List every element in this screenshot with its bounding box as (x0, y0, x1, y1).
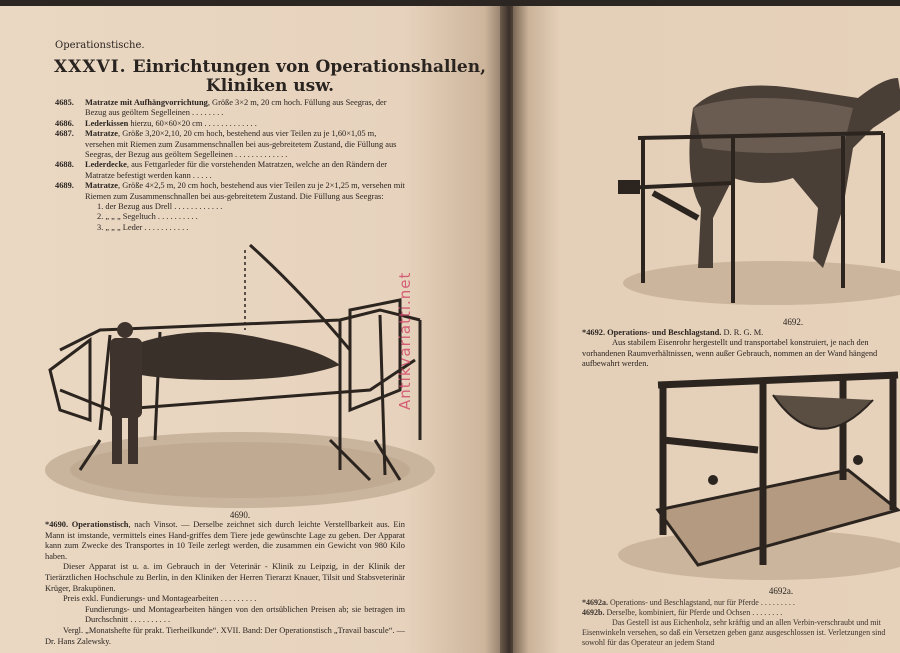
figure-horse-stand (613, 68, 900, 308)
scan-edge (0, 0, 900, 6)
entry-name: Lederkissen (85, 118, 129, 128)
entry-description: hierzu, 60×60×20 cm . . . . . . . . . . . . . (128, 118, 257, 128)
entry-number: 4687. (55, 129, 74, 139)
item-description: Operations- und Beschlagstand, nur für Pferde . . . . . . . . . (610, 598, 795, 607)
item-name: Operationstisch (71, 520, 129, 529)
title-line2: Kliniken usw. (205, 76, 335, 96)
entry-name: Matratze mit Aufhängvorrichtung (85, 98, 208, 107)
figure-caption: 4692. (782, 317, 804, 327)
sub-entry: 3. „ „ „ Leder . . . . . . . . . . . (97, 222, 189, 232)
item-description: Aus stabilem Eisenrohr hergestellt und transportabel konstruiert, je nach den vorhandenen Raumverhältnissen, wenn außer Gebrauch, nommen an der Wand hängend aufbewahrt werden. (582, 338, 878, 369)
item-line (582, 608, 900, 618)
entry-name: Matratze (85, 129, 119, 139)
entry-text (85, 129, 405, 160)
entry-name: Lederdecke (85, 160, 127, 170)
right-bottom-text (582, 598, 900, 648)
running-head: Operationstische. (55, 40, 145, 51)
entry-name: Matratze (85, 181, 119, 191)
figure-caption: 4690. (229, 510, 251, 520)
body-paragraph (45, 520, 405, 562)
item-description: , nach Vinsot. — Derselbe zeichnet sich durch leichte Verstellbarkeit aus. Ein Mann ist imstande, vermittels eines Hand-griffes dem Tiere jede gewünschte Lage zu geben. Der Apparat kann zum Zwecke des Transportes in 10 Teile zerlegt werden, die zusammen ein Gewicht von 980 Kilo haben. (45, 520, 405, 561)
entry-description: , aus Fettgarleder für die vorstehenden Matratzen, welche an den Rändern der Matratze befestigt werden kann . . . . . (85, 160, 388, 180)
catalog-entry (55, 98, 405, 119)
entry-text (85, 98, 405, 119)
entry-number: 4688. (55, 160, 74, 170)
entry-number: 4686. (55, 118, 74, 128)
catalog-entry (55, 119, 405, 129)
figure-caption: 4692a. (768, 586, 794, 596)
section-title (50, 58, 490, 96)
body-paragraph: Fundierungs- und Montagearbeiten hängen von den ortsüblichen Preisen ab; sie betragen im Durchschnitt . . . . . . . . . . (85, 604, 405, 625)
catalog-entries (55, 98, 405, 233)
entry-text (85, 160, 405, 181)
sub-entry: 1. der Bezug aus Drell . . . . . . . . . . . . (97, 202, 223, 212)
watermark: Antikvariatti.net (396, 271, 414, 410)
body-paragraph: Dieser Apparat ist u. a. im Gebrauch in der Veterinär - Klinik zu Leipzig, in der Klinik der Tierärztlichen Hochschule zu Berlin, in den Kliniken der Herren Tierarzt Knauer, Tilsit und Stabsveterinär Krüger, Brakupönen. (45, 562, 405, 593)
entry-text (85, 119, 405, 129)
item-number: 4692b. (582, 608, 605, 617)
item-number: *4690. (45, 520, 69, 529)
figure-operating-table (40, 240, 440, 512)
figure-wooden-stand (618, 370, 900, 585)
entry-number: 4689. (55, 181, 74, 191)
catalog-entry (55, 181, 405, 202)
item-number: *4692a. (582, 598, 608, 607)
body-paragraph: Vergl. „Monatshefte für prakt. Tierheilkunde“. XVII. Band: Der Operationstisch „Travail bascule“. — Dr. Hans Zalewsky. (45, 625, 405, 646)
entry-description: , Größe 3,20×2,10, 20 cm hoch, bestehend aus vier Teilen zu je 1,60×1,05 m, versehen mit Riemen zum Zusammenschnallen bei aus-gebreitetem Zustand, die Füllung aus Seegras, der Bezug aus geöltem Segelleinen . . . . . . . . . . . . . (85, 129, 397, 160)
item-description: Derselbe, kombiniert, für Pferde und Ochsen . . . . . . . . (606, 608, 783, 617)
wooden-stand-illustration (618, 370, 900, 585)
item-line (582, 598, 900, 608)
patent-mark: D. R. G. M. (723, 328, 764, 337)
catalog-entry (55, 129, 405, 160)
sub-entry: 2. „ „ „ Segeltuch . . . . . . . . . . (97, 212, 198, 222)
entry-number: 4685. (55, 98, 74, 107)
item-name: Operations- und Beschlagstand. (607, 328, 722, 337)
right-page (513, 0, 900, 653)
body-text (45, 520, 405, 647)
right-description (582, 328, 900, 370)
operating-table-illustration (40, 240, 440, 512)
item-description: Das Gestell ist aus Eichenholz, sehr kräftig und an allen Verbin-verschraubt und mit Eisenwinkeln versehen, so daß ein Versetzen geben ganz ausgeschlossen ist. Verletzungen sind sowohl für das Operateur an jedem Stand (582, 618, 886, 647)
section-number: XXXVI. (53, 57, 127, 77)
item-heading (582, 328, 900, 338)
catalog-entry (55, 160, 405, 181)
horse-stand-illustration (613, 68, 900, 308)
entry-text (85, 181, 405, 202)
body-paragraph: Preis exkl. Fundierungs- und Montagearbeiten . . . . . . . . . (63, 594, 257, 604)
entry-description: , Größe 3×2 m, 20 cm hoch. Füllung aus Seegras, der Bezug aus geöltem Segelleinen . . . . . . . . (85, 98, 387, 118)
item-number: *4692. (582, 328, 606, 337)
entry-description: , Größe 4×2,5 m, 20 cm hoch, bestehend aus vier Teilen zu je 2×1,25 m, versehen mit Riemen zum Zusammenschnallen bei aus-gebreitetem Zustand. Die Füllung aus Seegras: (85, 181, 405, 201)
title-line1: Einrichtungen von Operationshallen, (132, 57, 487, 77)
